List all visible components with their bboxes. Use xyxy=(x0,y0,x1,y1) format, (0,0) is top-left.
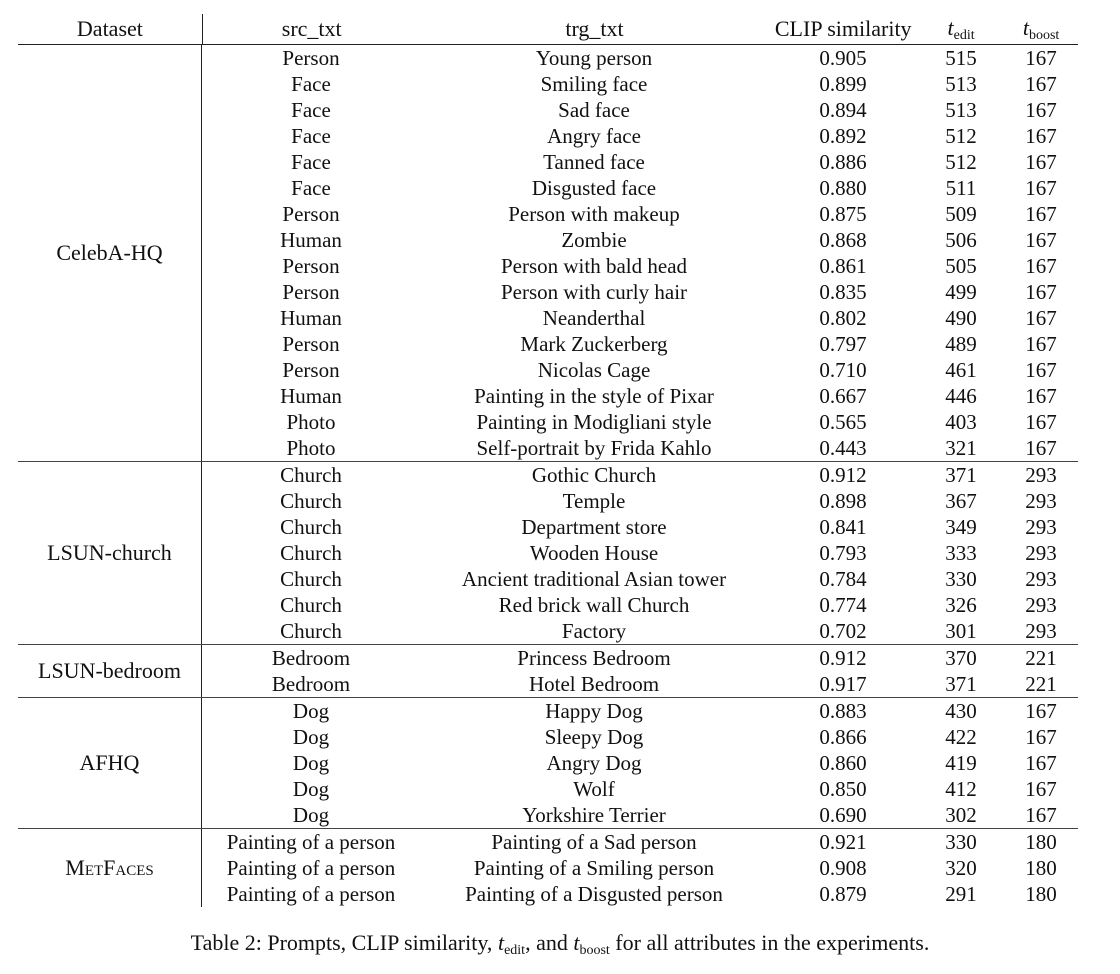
dataset-name: LSUN-church xyxy=(18,462,202,644)
cell-t-edit: 505 xyxy=(945,254,977,278)
table-row xyxy=(202,540,1078,566)
table-row xyxy=(202,462,1078,488)
cell-clip-similarity: 0.921 xyxy=(819,830,867,854)
cell-t-edit: 512 xyxy=(945,150,977,174)
table-row xyxy=(202,279,1078,305)
cell-trg-txt: Person with bald head xyxy=(500,254,688,278)
cell-t-edit: 412 xyxy=(945,777,977,801)
cell-t-boost: 167 xyxy=(1025,150,1057,174)
cell-src-txt: Face xyxy=(291,176,331,200)
cell-t-edit: 513 xyxy=(945,72,977,96)
cell-src-txt: Human xyxy=(280,384,342,408)
table-row xyxy=(202,698,1078,724)
table-row xyxy=(202,71,1078,97)
cell-clip-similarity: 0.898 xyxy=(819,489,867,513)
cell-trg-txt: Yorkshire Terrier xyxy=(522,803,666,827)
cell-src-txt: Person xyxy=(282,202,340,226)
table-row xyxy=(202,671,1078,697)
dataset-group xyxy=(18,45,1078,462)
cell-trg-txt: Disgusted face xyxy=(531,176,657,200)
cell-clip-similarity: 0.892 xyxy=(819,124,867,148)
cell-src-txt: Photo xyxy=(286,436,336,460)
table-row xyxy=(202,618,1078,644)
table-row xyxy=(202,881,1078,907)
cell-t-boost: 293 xyxy=(1025,489,1057,513)
table-row xyxy=(202,357,1078,383)
cell-trg-txt: Painting in Modigliani style xyxy=(476,410,712,434)
dataset-rows xyxy=(202,45,1078,461)
cell-t-edit: 301 xyxy=(945,619,977,643)
cell-src-txt: Person xyxy=(282,332,340,356)
cell-trg-txt: Painting of a Sad person xyxy=(491,830,697,854)
cell-clip-similarity: 0.861 xyxy=(819,254,867,278)
cell-t-boost: 180 xyxy=(1025,882,1057,906)
dataset-rows xyxy=(202,698,1078,828)
cell-t-edit: 422 xyxy=(945,725,977,749)
cell-t-edit: 371 xyxy=(945,672,977,696)
cell-trg-txt: Zombie xyxy=(561,228,627,252)
cell-trg-txt: Temple xyxy=(562,489,626,513)
cell-t-boost: 293 xyxy=(1025,515,1057,539)
cell-src-txt: Dog xyxy=(292,725,330,749)
cell-t-boost: 180 xyxy=(1025,856,1057,880)
cell-t-edit: 371 xyxy=(945,463,977,487)
table-row xyxy=(202,750,1078,776)
table-row xyxy=(202,488,1078,514)
cell-src-txt: Church xyxy=(280,567,342,591)
cell-clip-similarity: 0.443 xyxy=(819,436,867,460)
cell-t-edit: 330 xyxy=(945,567,977,591)
cell-t-edit: 446 xyxy=(945,384,977,408)
table-body xyxy=(18,45,1078,907)
cell-t-edit: 489 xyxy=(945,332,977,356)
dataset-group xyxy=(18,829,1078,907)
cell-t-edit: 499 xyxy=(945,280,977,304)
table-header-row xyxy=(18,14,1078,45)
cell-trg-txt: Nicolas Cage xyxy=(537,358,651,382)
table-row xyxy=(202,855,1078,881)
dataset-name: AFHQ xyxy=(18,698,202,828)
cell-clip-similarity: 0.917 xyxy=(819,672,867,696)
cell-src-txt: Human xyxy=(280,306,342,330)
cell-src-txt: Church xyxy=(280,541,342,565)
cell-t-boost: 167 xyxy=(1025,228,1057,252)
cell-t-boost: 293 xyxy=(1025,593,1057,617)
cell-t-boost: 167 xyxy=(1025,306,1057,330)
table-row xyxy=(202,305,1078,331)
cell-trg-txt: Painting of a Disgusted person xyxy=(465,882,723,906)
table-row xyxy=(202,253,1078,279)
cell-t-boost: 167 xyxy=(1025,384,1057,408)
cell-trg-txt: Gothic Church xyxy=(531,463,657,487)
cell-src-txt: Bedroom xyxy=(271,646,351,670)
cell-clip-similarity: 0.850 xyxy=(819,777,867,801)
dataset-group xyxy=(18,462,1078,645)
caption-t-edit-symbol: t xyxy=(497,930,505,955)
cell-t-edit: 506 xyxy=(945,228,977,252)
cell-clip-similarity: 0.880 xyxy=(819,176,867,200)
caption-prefix: Table 2: Prompts, CLIP similarity, xyxy=(190,930,498,955)
cell-t-boost: 167 xyxy=(1025,803,1057,827)
cell-t-boost: 167 xyxy=(1025,72,1057,96)
table-caption xyxy=(0,930,1120,959)
cell-src-txt: Bedroom xyxy=(271,672,351,696)
cell-clip-similarity: 0.899 xyxy=(819,72,867,96)
table-row xyxy=(202,566,1078,592)
cell-trg-txt: Young person xyxy=(535,46,653,70)
table-row xyxy=(202,409,1078,435)
cell-t-boost: 293 xyxy=(1025,463,1057,487)
table-row xyxy=(202,829,1078,855)
cell-clip-similarity: 0.912 xyxy=(819,463,867,487)
table-row xyxy=(202,175,1078,201)
table-row xyxy=(202,97,1078,123)
cell-t-boost: 293 xyxy=(1025,619,1057,643)
cell-src-txt: Painting of a person xyxy=(226,830,396,854)
caption-middle: , and xyxy=(525,930,574,955)
cell-clip-similarity: 0.802 xyxy=(819,306,867,330)
cell-src-txt: Person xyxy=(282,280,340,304)
cell-t-boost: 167 xyxy=(1025,777,1057,801)
cell-trg-txt: Painting of a Smiling person xyxy=(473,856,715,880)
table-row xyxy=(202,776,1078,802)
cell-src-txt: Face xyxy=(291,72,331,96)
cell-clip-similarity: 0.710 xyxy=(819,358,867,382)
cell-t-edit: 370 xyxy=(945,646,977,670)
cell-clip-similarity: 0.866 xyxy=(819,725,867,749)
cell-clip-similarity: 0.793 xyxy=(819,541,867,565)
cell-src-txt: Dog xyxy=(292,777,330,801)
header-t-edit-symbol: t xyxy=(947,14,954,40)
cell-trg-txt: Tanned face xyxy=(543,150,645,174)
cell-src-txt: Dog xyxy=(292,803,330,827)
cell-clip-similarity: 0.797 xyxy=(819,332,867,356)
cell-t-boost: 167 xyxy=(1025,124,1057,148)
cell-clip-similarity: 0.875 xyxy=(819,202,867,226)
header-t-edit xyxy=(918,15,1004,44)
cell-t-edit: 490 xyxy=(945,306,977,330)
data-table xyxy=(18,14,1078,907)
cell-clip-similarity: 0.835 xyxy=(819,280,867,304)
dataset-name: MetFaces xyxy=(18,829,202,907)
cell-clip-similarity: 0.702 xyxy=(819,619,867,643)
cell-trg-txt: Red brick wall Church xyxy=(498,593,690,617)
cell-src-txt: Person xyxy=(282,358,340,382)
cell-trg-txt: Princess Bedroom xyxy=(517,646,671,670)
cell-t-boost: 293 xyxy=(1025,567,1057,591)
cell-clip-similarity: 0.908 xyxy=(819,856,867,880)
cell-clip-similarity: 0.565 xyxy=(819,410,867,434)
header-t-boost-symbol: t xyxy=(1022,14,1029,40)
cell-t-boost: 167 xyxy=(1025,436,1057,460)
table-row xyxy=(202,724,1078,750)
cell-clip-similarity: 0.860 xyxy=(819,751,867,775)
cell-src-txt: Person xyxy=(282,254,340,278)
cell-trg-txt: Hotel Bedroom xyxy=(528,672,660,696)
table-row xyxy=(202,645,1078,671)
cell-clip-similarity: 0.883 xyxy=(819,699,867,723)
cell-src-txt: Church xyxy=(280,463,342,487)
cell-trg-txt: Angry face xyxy=(547,124,641,148)
cell-clip-similarity: 0.667 xyxy=(819,384,867,408)
table-row xyxy=(202,435,1078,461)
cell-t-boost: 167 xyxy=(1025,280,1057,304)
cell-t-boost: 167 xyxy=(1025,176,1057,200)
cell-t-boost: 167 xyxy=(1025,725,1057,749)
header-t-boost xyxy=(1004,15,1078,44)
cell-trg-txt: Wolf xyxy=(573,777,615,801)
cell-t-edit: 321 xyxy=(945,436,977,460)
cell-trg-txt: Person with curly hair xyxy=(500,280,688,304)
cell-trg-txt: Wooden House xyxy=(529,541,659,565)
cell-src-txt: Face xyxy=(291,98,331,122)
cell-trg-txt: Neanderthal xyxy=(542,306,646,330)
cell-t-boost: 180 xyxy=(1025,830,1057,854)
cell-t-boost: 167 xyxy=(1025,699,1057,723)
dataset-name: CelebA-HQ xyxy=(18,45,202,461)
cell-trg-txt: Self-portrait by Frida Kahlo xyxy=(476,436,712,460)
cell-clip-similarity: 0.905 xyxy=(819,46,867,70)
cell-trg-txt: Angry Dog xyxy=(546,751,642,775)
table-row xyxy=(202,227,1078,253)
cell-src-txt: Human xyxy=(280,228,342,252)
cell-clip-similarity: 0.868 xyxy=(819,228,867,252)
cell-t-boost: 167 xyxy=(1025,410,1057,434)
cell-t-boost: 167 xyxy=(1025,98,1057,122)
dataset-rows xyxy=(202,462,1078,644)
cell-src-txt: Church xyxy=(280,489,342,513)
cell-clip-similarity: 0.841 xyxy=(819,515,867,539)
dataset-group xyxy=(18,698,1078,829)
cell-t-edit: 320 xyxy=(945,856,977,880)
caption-t-boost-subscript: boost xyxy=(579,943,610,958)
cell-t-boost: 167 xyxy=(1025,751,1057,775)
cell-t-edit: 330 xyxy=(945,830,977,854)
cell-t-edit: 333 xyxy=(945,541,977,565)
cell-t-boost: 167 xyxy=(1025,202,1057,226)
header-src-txt: src_txt xyxy=(281,16,342,41)
dataset-group xyxy=(18,645,1078,698)
cell-src-txt: Church xyxy=(280,619,342,643)
table-row xyxy=(202,331,1078,357)
cell-src-txt: Face xyxy=(291,150,331,174)
cell-trg-txt: Ancient traditional Asian tower xyxy=(461,567,727,591)
cell-clip-similarity: 0.690 xyxy=(819,803,867,827)
cell-t-edit: 291 xyxy=(945,882,977,906)
cell-t-edit: 302 xyxy=(945,803,977,827)
cell-t-edit: 367 xyxy=(945,489,977,513)
header-t-edit-subscript: edit xyxy=(953,27,975,43)
table-row xyxy=(202,592,1078,618)
cell-t-boost: 221 xyxy=(1025,646,1057,670)
cell-src-txt: Face xyxy=(291,124,331,148)
cell-clip-similarity: 0.886 xyxy=(819,150,867,174)
cell-t-edit: 512 xyxy=(945,124,977,148)
cell-trg-txt: Sad face xyxy=(558,98,630,122)
cell-trg-txt: Factory xyxy=(561,619,627,643)
table-row xyxy=(202,514,1078,540)
cell-trg-txt: Mark Zuckerberg xyxy=(520,332,668,356)
dataset-rows xyxy=(202,645,1078,697)
header-clip-similarity: CLIP similarity xyxy=(774,16,912,41)
cell-clip-similarity: 0.774 xyxy=(819,593,867,617)
cell-clip-similarity: 0.894 xyxy=(819,98,867,122)
table-row xyxy=(202,802,1078,828)
cell-t-edit: 326 xyxy=(945,593,977,617)
cell-src-txt: Dog xyxy=(292,699,330,723)
cell-trg-txt: Department store xyxy=(521,515,667,539)
cell-src-txt: Church xyxy=(280,593,342,617)
header-trg-txt: trg_txt xyxy=(565,16,624,41)
cell-trg-txt: Sleepy Dog xyxy=(544,725,644,749)
cell-t-edit: 430 xyxy=(945,699,977,723)
cell-src-txt: Dog xyxy=(292,751,330,775)
dataset-rows xyxy=(202,829,1078,907)
caption-t-boost-symbol: t xyxy=(573,930,580,955)
cell-trg-txt: Smiling face xyxy=(540,72,648,96)
table-row xyxy=(202,383,1078,409)
cell-clip-similarity: 0.784 xyxy=(819,567,867,591)
cell-trg-txt: Painting in the style of Pixar xyxy=(474,384,714,408)
table-row xyxy=(202,45,1078,71)
cell-t-edit: 515 xyxy=(945,46,977,70)
cell-t-edit: 419 xyxy=(945,751,977,775)
cell-clip-similarity: 0.879 xyxy=(819,882,867,906)
cell-t-edit: 461 xyxy=(945,358,977,382)
cell-src-txt: Painting of a person xyxy=(226,856,396,880)
cell-t-boost: 167 xyxy=(1025,332,1057,356)
cell-t-edit: 511 xyxy=(945,176,977,200)
cell-t-edit: 403 xyxy=(945,410,977,434)
cell-t-edit: 513 xyxy=(945,98,977,122)
cell-t-edit: 509 xyxy=(945,202,977,226)
cell-clip-similarity: 0.912 xyxy=(819,646,867,670)
table-row xyxy=(202,123,1078,149)
caption-suffix: for all attributes in the experiments. xyxy=(609,930,930,955)
header-dataset: Dataset xyxy=(18,14,203,44)
cell-src-txt: Church xyxy=(280,515,342,539)
cell-t-boost: 293 xyxy=(1025,541,1057,565)
dataset-name: LSUN-bedroom xyxy=(18,645,202,697)
header-t-boost-subscript: boost xyxy=(1028,27,1060,43)
cell-src-txt: Person xyxy=(282,46,340,70)
table-row xyxy=(202,149,1078,175)
cell-t-boost: 221 xyxy=(1025,672,1057,696)
cell-t-boost: 167 xyxy=(1025,46,1057,70)
cell-trg-txt: Happy Dog xyxy=(545,699,643,723)
cell-t-boost: 167 xyxy=(1025,358,1057,382)
cell-t-edit: 349 xyxy=(945,515,977,539)
cell-t-boost: 167 xyxy=(1025,254,1057,278)
table-row xyxy=(202,201,1078,227)
caption-t-edit-subscript: edit xyxy=(504,943,526,958)
cell-trg-txt: Person with makeup xyxy=(508,202,680,226)
cell-src-txt: Photo xyxy=(286,410,336,434)
cell-src-txt: Painting of a person xyxy=(226,882,396,906)
